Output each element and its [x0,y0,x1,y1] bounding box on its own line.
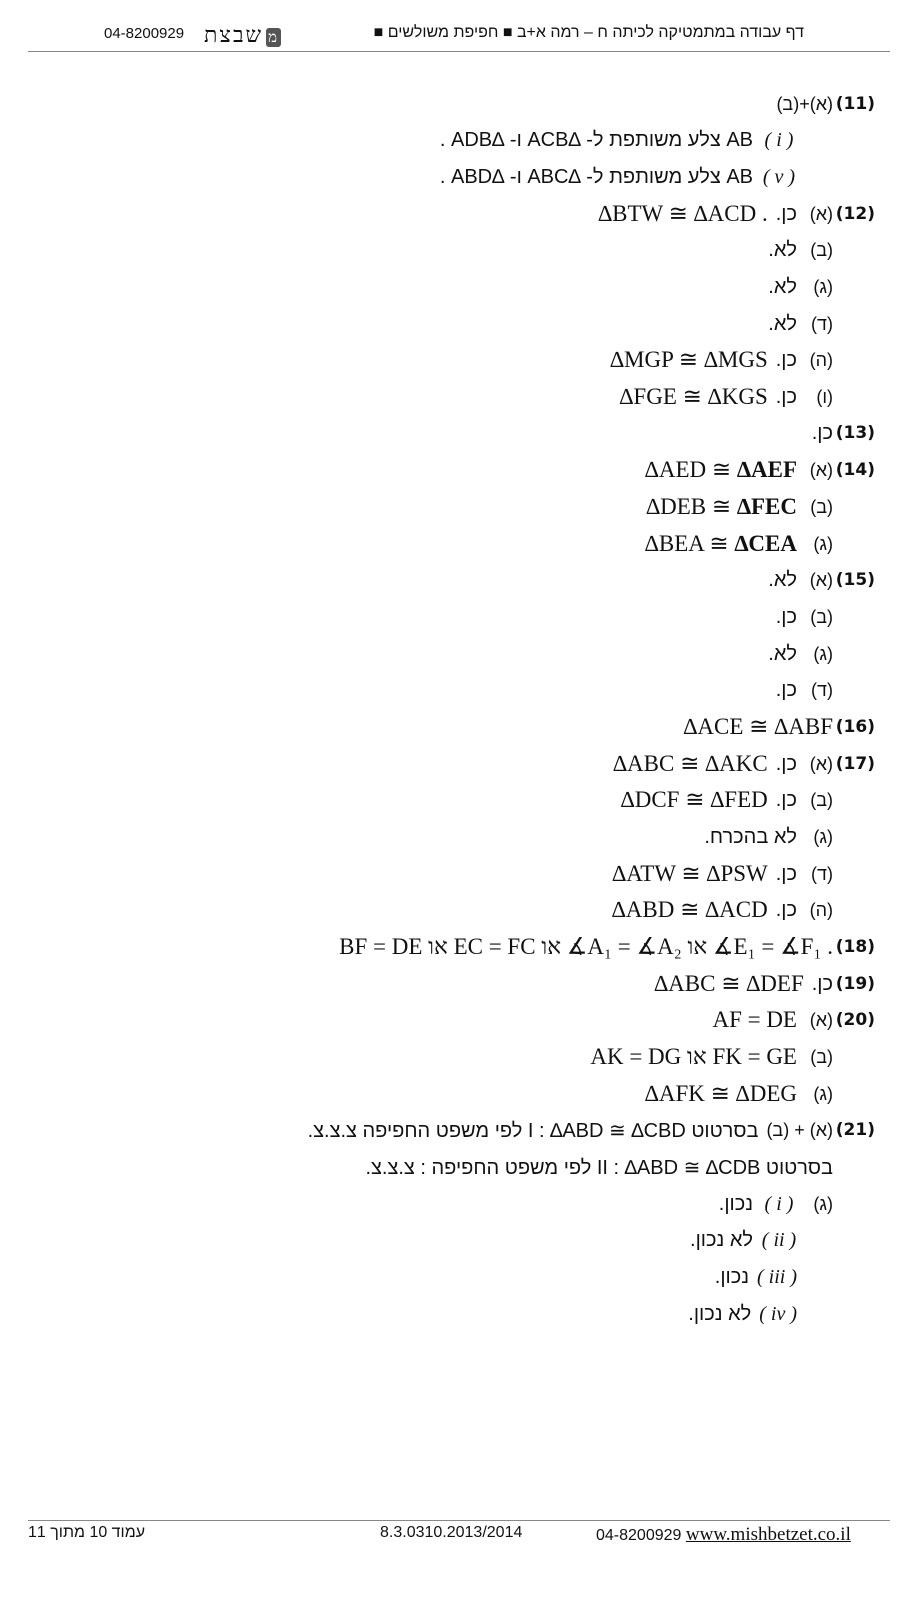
congruence-bold: ∆CEA [734,531,797,556]
answer-text: נכון. [718,1192,753,1215]
congruence-statement: AF = DE [712,1007,797,1032]
congruence-statement: ∆AED ≅ [644,457,737,482]
answer-row [768,308,875,340]
answer-text: לא. [768,568,797,591]
answer-text: בסרטוט II : ∆ABD ≅ ∆CDB לפי משפט החפיפה : צ.צ.צ. [365,1156,833,1179]
roman-label: ( ii ) [761,1228,797,1251]
part-label: (א)+(ב) [776,93,833,114]
congruence-statement: ∆ABC ≅ ∆DEF [654,971,804,996]
part-label: (ג) [813,276,833,297]
answer-text: AB צלע משותפת ל- ∆ACB ו- ∆ADB . [439,128,753,151]
roman-label: ( i ) [764,128,794,151]
part-label: (ד) [811,679,833,700]
roman-label: ( v ) [762,165,796,188]
answer-text: בסרטוט I : ∆ABD ≅ ∆CBD לפי משפט החפיפה צ.צ.צ. [307,1119,759,1142]
header-title: דף עבודה במתמטיקה לכיתה ח – רמה א+ב ■ חפיפת משולשים ■ [373,24,804,41]
congruence-statement: ∆BEA ≅ [644,531,735,556]
answer-row [590,1041,875,1073]
congruence-statement: ∆ABD ≅ ∆ACD [611,897,768,922]
footer-phone: 04-8200929 [596,1527,682,1544]
answer-text: לא. [768,275,797,298]
page-header [104,22,804,50]
answer-row [688,1298,875,1330]
congruence-group [645,531,797,557]
question-number: (21) [835,1120,875,1140]
part-label: (א) [809,569,833,590]
answer-row [683,711,875,743]
answer-row [619,381,875,413]
answer-text: כן. [775,898,797,921]
congruence-bold: ∆FEC [736,494,797,519]
answer-row [612,858,875,890]
congruence-bold: ∆AEF [736,457,797,482]
congruence-statement: ∆DCF ≅ ∆FED [620,787,768,812]
part-label: (ג) [813,533,833,554]
header-divider [28,51,890,52]
answer-row [715,1261,875,1293]
congruence-statement: ∆DEB ≅ [646,494,737,519]
answer-row [768,564,875,596]
question-number: (11) [835,94,875,114]
congruence-statement: ∆ABC ≅ ∆AKC [612,751,768,776]
part-label: (ג) [813,643,833,664]
answer-row [768,271,875,303]
answer-text: כן. [775,752,797,775]
answer-text: כן. [775,348,797,371]
part-label: (ד) [811,863,833,884]
footer-contact [596,1524,851,1552]
footer-url[interactable]: www.mishbetzet.co.il [685,1524,851,1545]
answer-text: כן. [775,605,797,628]
roman-label: ( iii ) [757,1265,797,1288]
answer-row [776,88,875,120]
roman-label: ( iv ) [759,1302,797,1325]
congruence-group [645,457,797,483]
part-label: (א) + (ב) [766,1119,833,1140]
question-number: (19) [835,974,875,994]
answer-text: לא. [768,312,797,335]
answer-row [812,417,875,449]
answer-text: לא נכון. [690,1228,753,1251]
logo [204,22,281,48]
congruence-statement: ∆BTW ≅ ∆ACD . [598,201,768,226]
footer-page: עמוד 10 מתוך 11 [28,1524,146,1541]
part-label: (ד) [811,313,833,334]
answer-row [621,784,875,816]
part-label: (ב) [810,496,833,517]
answer-row [719,1188,875,1220]
footer-divider [28,1520,890,1521]
part-label: (א) [809,753,833,774]
answer-row [646,491,875,523]
answer-text: לא בהכרח. [704,825,797,848]
question-number: (15) [835,570,875,590]
answer-row [645,454,875,486]
answer-row [610,344,875,376]
answer-text: לא. [768,642,797,665]
answer-text: כן. [811,972,833,995]
answer-row [704,821,875,853]
congruence-statement: ∆AFK ≅ ∆DEG [644,1081,797,1106]
answer-text: AB צלע משותפת ל- ∆ABC ו- ∆ABD . [439,165,753,188]
logo-mark: מ [268,28,280,46]
question-number: (13) [835,423,875,443]
congruence-statement: BF = DE או EC = FC או ∡A₁ = ∡A₂ או ∡E₁ = ∡F₁ . [339,934,833,959]
question-number: (20) [835,1010,875,1030]
answer-row [712,1004,875,1036]
roman-label: ( i ) [764,1192,794,1215]
part-label: (א) [809,203,833,224]
answer-text: כן. [775,385,797,408]
part-label: (ה) [809,349,833,370]
answer-row [365,1151,875,1183]
answer-row [613,748,875,780]
answer-text: נכון. [714,1265,749,1288]
answer-row [308,1114,875,1146]
answer-row [339,931,875,963]
part-label: (ב) [810,1046,833,1067]
congruence-statement: AK = DG או FK = GE [590,1044,797,1069]
answer-row [776,674,875,706]
logo-text: שבצת [204,23,264,48]
part-label: (ב) [810,789,833,810]
answer-row [690,1224,875,1256]
answer-row [768,638,875,670]
congruence-statement: ∆MGP ≅ ∆MGS [609,347,768,372]
question-number: (18) [835,937,875,957]
footer-code: 8.3.0310.2013/2014 [380,1524,523,1541]
question-number: (12) [835,204,875,224]
part-label: (א) [809,1009,833,1030]
answer-text: כן. [775,788,797,811]
part-label: (ג) [813,1193,833,1214]
answer-row [768,234,875,266]
answer-row [612,894,875,926]
answer-text: כן. [775,862,797,885]
answer-text: כן. [775,202,797,225]
answer-row [645,1078,875,1110]
answer-row [776,601,875,633]
part-label: (א) [809,459,833,480]
congruence-statement: ∆ACE ≅ ∆ABF [683,714,833,739]
part-label: (ב) [810,606,833,627]
question-number: (14) [835,460,875,480]
header-phone: 04-8200929 [104,25,185,42]
answer-row [645,528,875,560]
part-label: (ג) [813,1083,833,1104]
question-number: (17) [835,754,875,774]
question-number: (16) [835,717,875,737]
congruence-statement: ∆FGE ≅ ∆KGS [619,384,768,409]
answer-row [654,968,875,1000]
answer-row [440,161,875,193]
answer-text: כן. [811,421,833,444]
congruence-statement: ∆ATW ≅ ∆PSW [612,861,768,886]
answer-text: לא. [768,238,797,261]
part-label: (ב) [810,239,833,260]
answer-row [440,124,875,156]
answer-text: לא נכון. [688,1302,752,1325]
part-label: (ו) [816,386,833,407]
answer-row [598,198,875,230]
answer-text: כן. [775,678,797,701]
congruence-group [646,494,797,520]
part-label: (ג) [813,826,833,847]
part-label: (ה) [809,899,833,920]
